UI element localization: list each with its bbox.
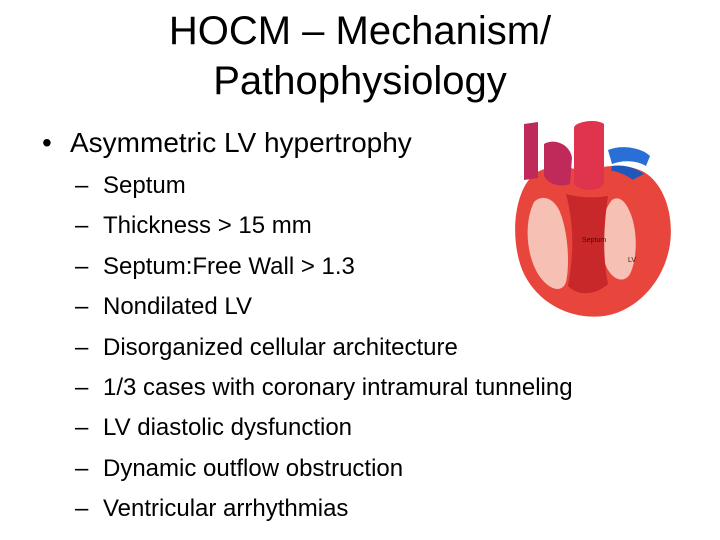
bullet-marker: • xyxy=(42,127,52,158)
sub-bullet-text: LV diastolic dysfunction xyxy=(103,414,353,442)
dash-marker: – xyxy=(75,172,89,199)
sub-bullet-text: 1/3 cases with coronary intramural tunneling xyxy=(103,374,573,402)
title-line-2: Pathophysiology xyxy=(213,59,507,103)
sub-bullet-text: Septum:Free Wall > 1.3 xyxy=(103,252,355,280)
sub-bullet-item xyxy=(75,368,573,408)
lv-label: LV xyxy=(628,257,637,264)
sub-bullet-text: Thickness > 15 mm xyxy=(103,212,312,240)
slide-title xyxy=(60,6,660,106)
sub-bullet-item xyxy=(75,449,573,489)
sub-bullet-text: Disorganized cellular architecture xyxy=(103,333,458,361)
main-bullet xyxy=(42,126,412,160)
sub-bullet-text: Septum xyxy=(103,172,186,199)
sub-bullet-item xyxy=(75,287,573,327)
title-line-1: HOCM – Mechanism/ xyxy=(168,9,552,53)
sub-bullet-text: Ventricular arrhythmias xyxy=(103,495,349,523)
sub-bullet-item xyxy=(75,328,573,368)
hocm-heart-illustration xyxy=(504,114,674,326)
pulmonary-artery xyxy=(544,142,572,186)
aorta xyxy=(574,121,604,190)
sub-bullet-text: Dynamic outflow obstruction xyxy=(103,454,404,482)
dash-marker: – xyxy=(75,293,89,321)
sub-bullet-list xyxy=(75,166,573,530)
dash-marker: – xyxy=(75,414,89,442)
sub-bullet-item xyxy=(75,489,573,529)
dash-marker: – xyxy=(75,333,89,361)
dash-marker: – xyxy=(75,212,89,240)
sub-bullet-text: Nondilated LV xyxy=(103,293,252,321)
pulmonary-vein xyxy=(608,147,650,166)
dash-marker: – xyxy=(75,374,89,402)
sub-bullet-item xyxy=(75,247,573,287)
sub-bullet-item xyxy=(75,166,573,206)
vena-cava xyxy=(524,122,538,180)
sub-bullet-item xyxy=(75,408,573,448)
dash-marker: – xyxy=(75,454,89,482)
sub-bullet-item xyxy=(75,206,573,246)
septum-label: Septum xyxy=(582,237,607,244)
dash-marker: – xyxy=(75,495,89,523)
main-bullet-text: Asymmetric LV hypertrophy xyxy=(70,127,412,158)
dash-marker: – xyxy=(75,252,89,280)
